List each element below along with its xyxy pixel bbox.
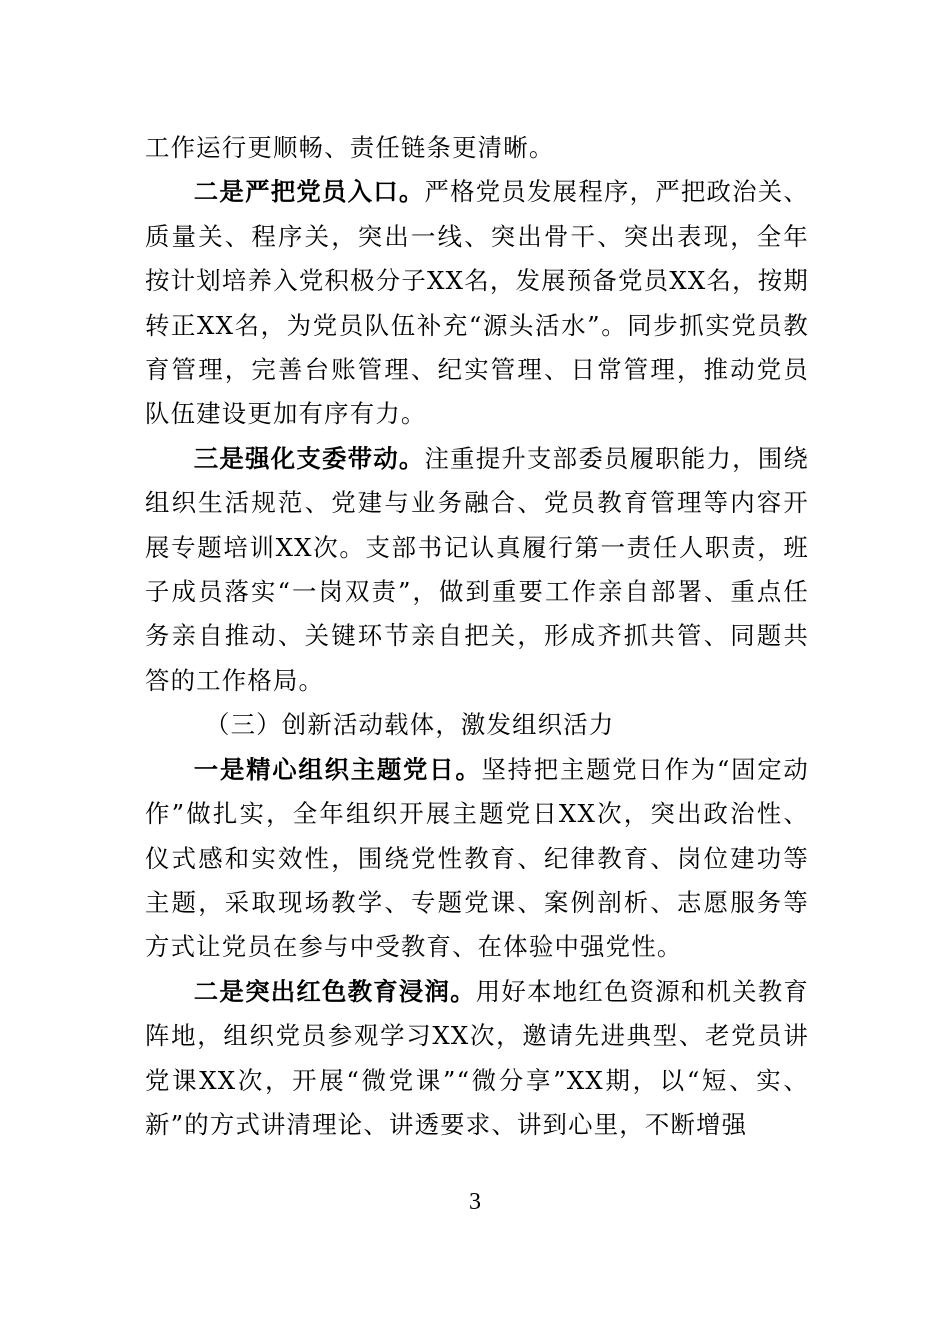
- document-body: [145, 126, 809, 1147]
- paragraph-party-member-entry: [145, 170, 809, 436]
- paragraph-text: 严格党员发展程序，严把政治关、质量关、程序关，突出一线、突出骨干、突出表现，全年按计划培养入党积极分子XX名，发展预备党员XX名，按期转正XX名，为党员队伍补充“源头活水”。同步抓实党员教育管理，完善台账管理、纪实管理、日常管理，推动党员队伍建设更加有序有力。: [145, 177, 809, 429]
- paragraph-lead: 三是强化支委带动。: [193, 443, 425, 473]
- paragraph-red-education: [145, 970, 809, 1148]
- paragraph-text: 用好本地红色资源和机关教育阵地，组织党员参观学习XX次，邀请先进典型、老党员讲党课XX次，开展“微党课”“微分享”XX期，以“短、实、新”的方式讲清理论、讲透要求、讲到心里，不断增强: [145, 976, 809, 1139]
- paragraph-continuation: [145, 126, 809, 170]
- page-number: 3: [469, 1189, 481, 1215]
- paragraph-lead: 二是突出红色教育浸润。: [193, 976, 476, 1006]
- section-heading: （三）创新活动载体，激发组织活力: [205, 710, 615, 740]
- paragraph-text: 注重提升支部委员履职能力，围绕组织生活规范、党建与业务融合、党员教育管理等内容开展专题培训XX次。支部书记认真履行第一责任人职责，班子成员落实“一岗双责”，做到重要工作亲自部署、重点任务亲自推动、关键环节亲自把关，形成齐抓共管、同题共答的工作格局。: [145, 443, 809, 695]
- paragraph-text: 坚持把主题党日作为“固定动作”做扎实，全年组织开展主题党日XX次，突出政治性、仪式感和实效性，围绕党性教育、纪律教育、岗位建功等主题，采取现场教学、专题党课、案例剖析、志愿服务等方式让党员在参与中受教育、在体验中强党性。: [145, 754, 809, 962]
- paragraph-theme-party-day: [145, 748, 809, 970]
- paragraph-text: 工作运行更顺畅、责任链条更清晰。: [145, 133, 555, 162]
- paragraph-lead: 一是精心组织主题党日。: [193, 754, 482, 784]
- paragraph-lead: 二是严把党员入口。: [193, 177, 425, 207]
- paragraph-committee-leadership: [145, 437, 809, 703]
